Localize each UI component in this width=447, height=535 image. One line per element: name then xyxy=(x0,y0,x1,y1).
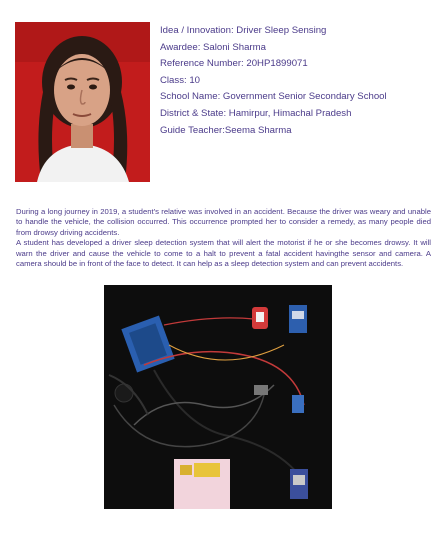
project-photo xyxy=(104,285,332,509)
reference-line: Reference Number: 20HP1899071 xyxy=(160,58,308,70)
description xyxy=(16,207,431,269)
guide-line: Guide Teacher:Seema Sharma xyxy=(160,124,292,136)
awardee-line: Awardee: Saloni Sharma xyxy=(160,41,266,53)
class-line: Class: 10 xyxy=(160,74,200,86)
profile-info xyxy=(160,23,440,139)
project-photo-drawing xyxy=(104,285,332,509)
district-line: District & State: Hamirpur, Himachal Pradesh xyxy=(160,107,352,119)
portrait-drawing xyxy=(15,22,150,182)
description-paragraph-2: A student has developed a driver sleep detection system that will alert the motorist if he or she becomes drowsy. It will warn the driver and cause the vehicle to come to a halt to prevent a fatal accident havingthe sensor and camera. A camera should be in front of the face to detect. It can help as a sleep detection system and can prevent accidents. xyxy=(16,238,431,269)
description-paragraph-1: During a long journey in 2019, a student's relative was involved in an accident. Because the driver was weary and unable to handle the vehicle, the collision occurred. This occurrence prompted her to consider a remedy, as many people died from drowsy driving accidents. xyxy=(16,207,431,237)
school-line: School Name: Government Senior Secondary School xyxy=(160,91,387,103)
student-portrait xyxy=(15,22,150,182)
idea-line: Idea / Innovation: Driver Sleep Sensing xyxy=(160,25,327,36)
